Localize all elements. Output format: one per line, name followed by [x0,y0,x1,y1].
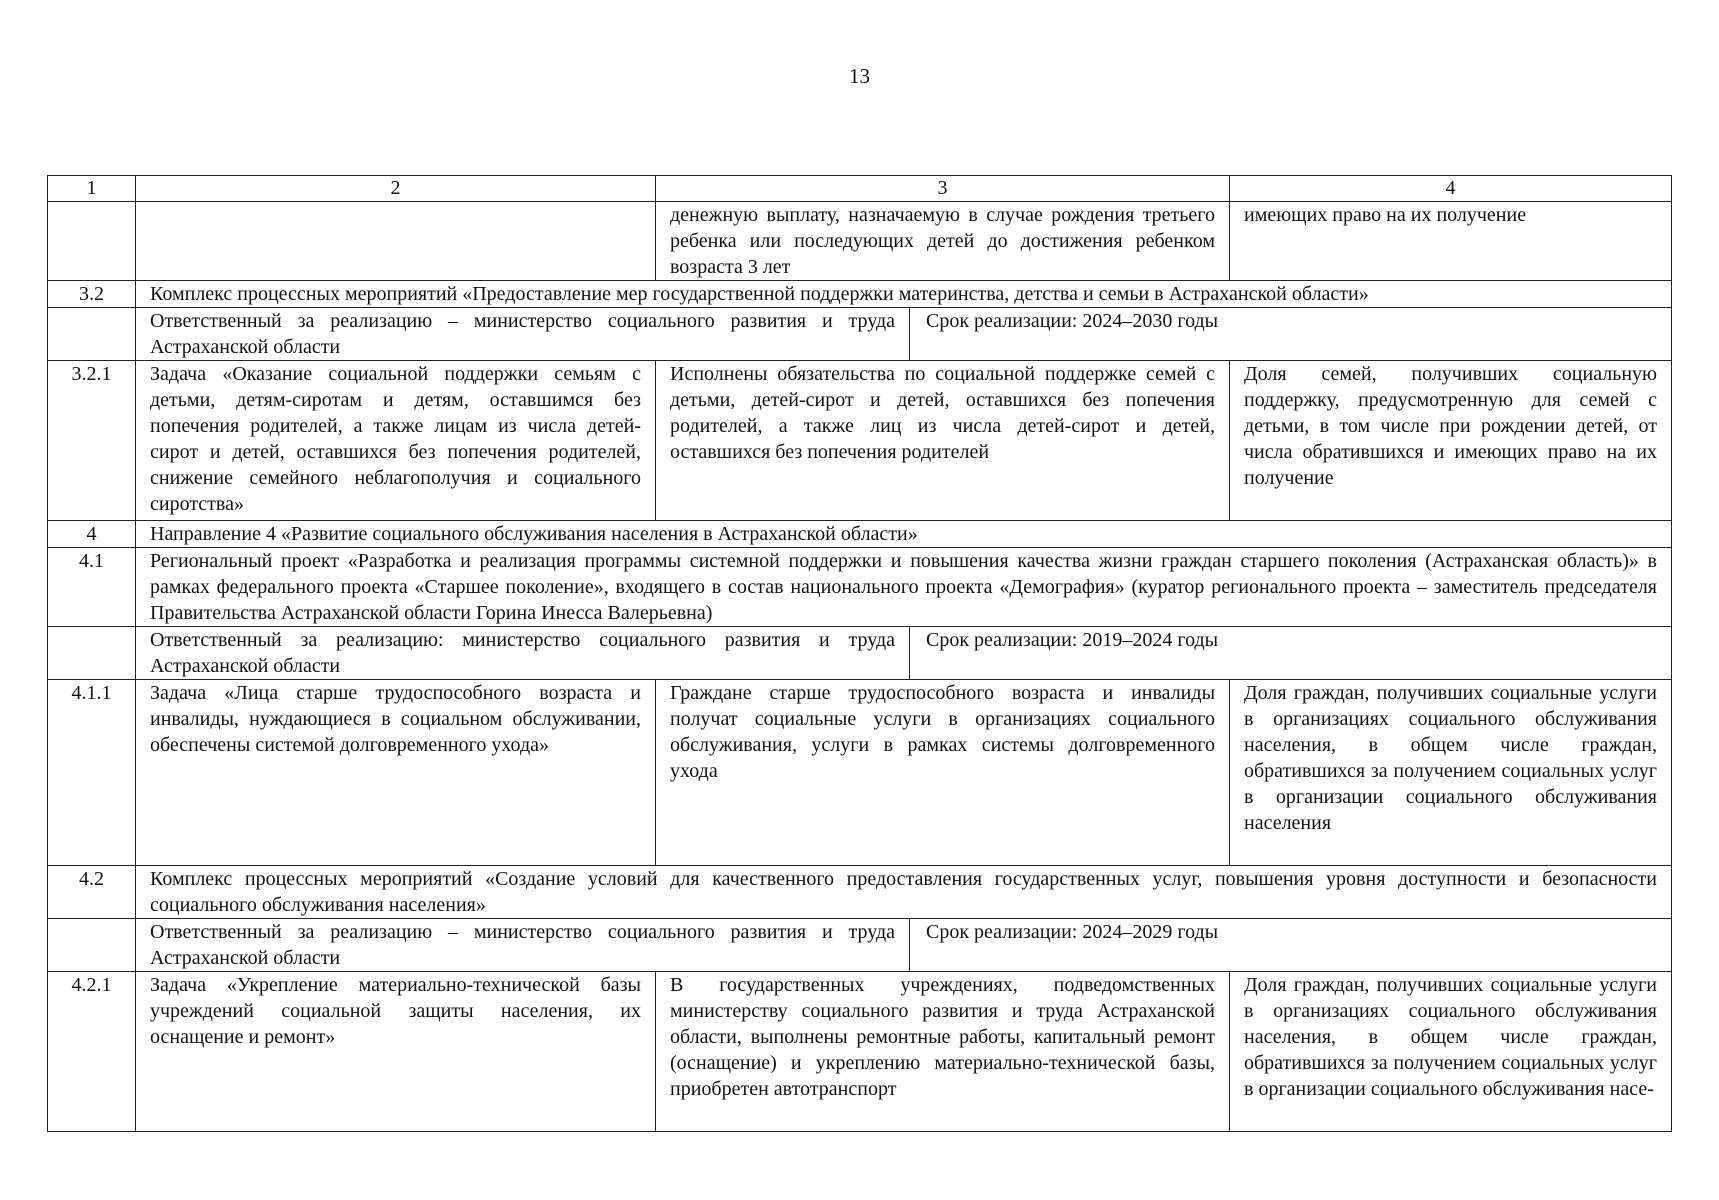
indicator-cell: Доля граждан, получивших социальные услуги в организациях социального обслуживания населения, в общем числе граждан, обратившихся за получением социальных услуг в организации социального обслуживания населения [1230,680,1672,866]
period-text: Срок реализации: 2019–2024 годы [926,629,1219,651]
table-row [48,972,1672,1132]
row-number [48,627,136,680]
row-number: 3.2 [48,281,136,308]
header-row [48,176,1672,202]
responsible-text: Ответственный за реализацию – министерство социального развития и труда Астраханской области [150,919,910,971]
table-row [48,680,1672,866]
responsible-text: Ответственный за реализацию: министерство социального развития и труда Астраханской области [150,627,910,679]
indicator-cell: Доля граждан, получивших социальные услуги в организациях социального обслуживания населения, в общем числе граждан, обратившихся за получением социальных услуг в организации социального обслуживания насе- [1230,972,1672,1132]
responsible-row [136,919,1672,972]
row-number: 4.2.1 [48,972,136,1132]
row-number [48,202,136,281]
table-row [48,627,1672,680]
period-text: Срок реализации: 2024–2029 годы [926,921,1219,943]
result-cell: Исполнены обязательства по социальной поддержке семей с детьми, детей-сирот и детей, оставшихся без попечения родителей, а также лиц из числа детей-сирот и детей, оставшихся без попечения родителей [656,361,1230,521]
responsible-row [136,308,1672,361]
table-row [48,361,1672,521]
row-number [48,308,136,361]
table-row [48,202,1672,281]
header-col-2: 2 [136,176,656,202]
header-col-3: 3 [656,176,1230,202]
indicator-cell: имеющих право на их получение [1230,202,1672,281]
task-cell: Задача «Укрепление материально-технической базы учреждений социальной защиты населения, их оснащение и ремонт» [136,972,656,1132]
header-col-1: 1 [48,176,136,202]
table-row [48,919,1672,972]
table-row [48,866,1672,919]
table-row [48,281,1672,308]
row-number [48,919,136,972]
task-cell: Задача «Оказание социальной поддержки семьям с детьми, детям-сиротам и детям, оставшимся без попечения родителей, а также лицам из числа детей-сирот и детей, оставшихся без попечения родителей, снижение семейного неблагополучия и социального сиротства» [136,361,656,521]
indicator-cell: Доля семей, получивших социальную поддержку, предусмотренную для семей с детьми, в том числе при рождении детей, от числа обратившихся и имеющих право на их получение [1230,361,1672,521]
row-number: 4.2 [48,866,136,919]
section-title: Направление 4 «Развитие социального обслуживания населения в Астраханской области» [136,521,1672,548]
row-number: 3.2.1 [48,361,136,521]
row-number: 4.1.1 [48,680,136,866]
task-cell [136,202,656,281]
section-title: Комплекс процессных мероприятий «Предоставление мер государственной поддержки материнства, детства и семьи в Астраханской области» [136,281,1672,308]
period-text: Срок реализации: 2024–2030 годы [926,310,1219,332]
table-row [48,308,1672,361]
measures-table [47,175,1672,1132]
section-title: Комплекс процессных мероприятий «Создание условий для качественного предоставления государственных услуг, повышения уровня доступности и безопасности социального обслуживания населения» [136,866,1672,919]
row-number: 4.1 [48,548,136,627]
task-cell: Задача «Лица старше трудоспособного возраста и инвалиды, нуждающиеся в социальном обслуживании, обеспечены системой долговременного ухода» [136,680,656,866]
page-number: 13 [849,64,870,88]
result-cell: В государственных учреждениях, подведомственных министерству социального развития и труда Астраханской области, выполнены ремонтные работы, капитальный ремонт (оснащение) и укреплению материально-технической базы, приобретен автотранспорт [656,972,1230,1132]
table-row [48,521,1672,548]
responsible-row [136,627,1672,680]
section-title: Региональный проект «Разработка и реализация программы системной поддержки и повышения качества жизни граждан старшего поколения (Астраханская область)» в рамках федерального проекта «Старшее поколение», входящего в состав национального проекта «Демография» (куратор регионального проекта – заместитель председателя Правительства Астраханской области Горина Инесса Валерьевна) [136,548,1672,627]
table-row [48,548,1672,627]
result-cell: Граждане старше трудоспособного возраста и инвалиды получат социальные услуги в организациях социального обслуживания, услуги в рамках системы долговременного ухода [656,680,1230,866]
header-col-4: 4 [1230,176,1672,202]
responsible-text: Ответственный за реализацию – министерство социального развития и труда Астраханской области [150,308,910,360]
result-cell: денежную выплату, назначаемую в случае рождения третьего ребенка или последующих детей до достижения ребенком возраста 3 лет [656,202,1230,281]
row-number: 4 [48,521,136,548]
